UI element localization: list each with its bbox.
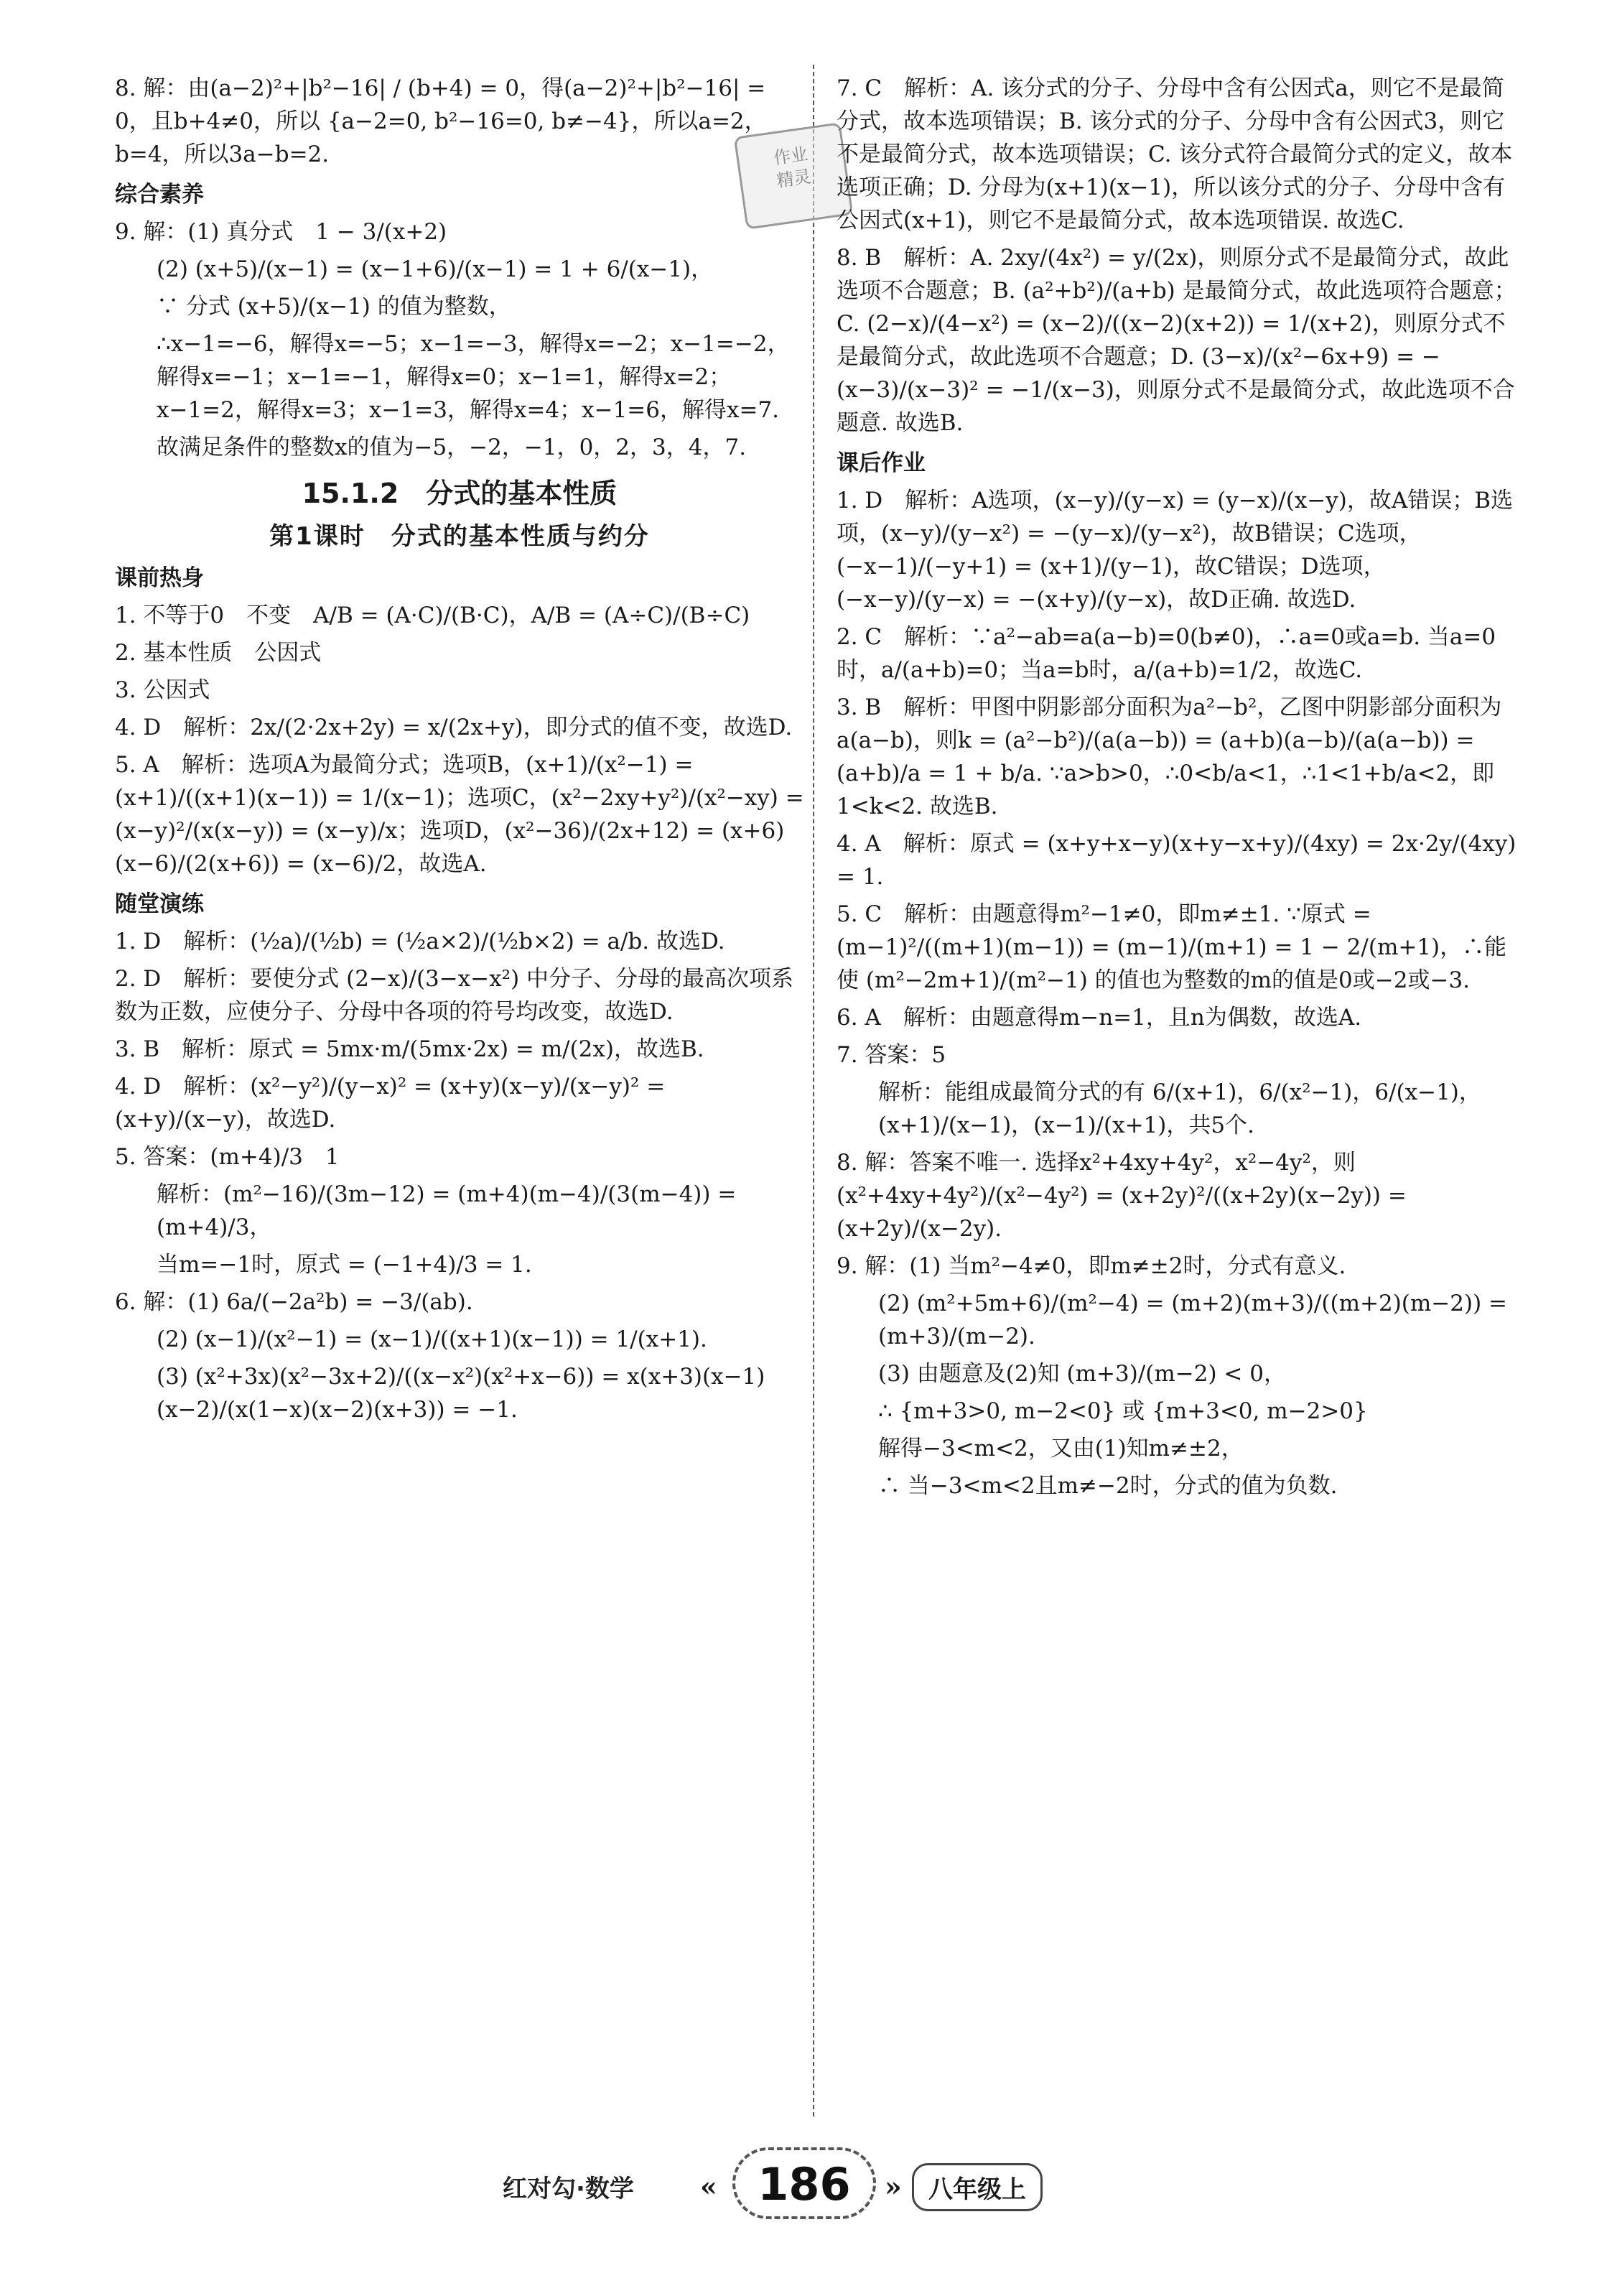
homework-9-4: ∴ {m+3>0, m−2<0} 或 {m+3<0, m−2>0}: [878, 1398, 1368, 1424]
practice-6-1: 6. 解：(1) 6a/(−2a²b) = −3/(ab).: [115, 1289, 473, 1315]
answer-q9-3: ∵ 分式 (x+5)/(x−1) 的值为整数，: [157, 294, 511, 320]
practice-5-analysis: 解析：(m²−16)/(3m−12) = (m+4)(m−4)/(3(m−4)) = (m+4)/3，: [157, 1181, 737, 1240]
warmup-5: 5. A 解析：选项A为最简分式；选项B，(x+1)/(x²−1) = (x+1)/((x+1)(x−1)) = 1/(x−1)；选项C，(x²−2xy+y²)/(x²−xy) = (x−y)²/(x(x−y)) = (x−y)/x；选项D，(x²−36)/(2x+12) = (x+6)(x−6)/(2(x+6)) = (x−6)/2，故选A.: [115, 752, 804, 877]
homework-9-6: ∴ 当−3<m<2且m≠−2时，分式的值为负数.: [878, 1473, 1338, 1499]
homework-6: 6. A 解析：由题意得m−n=1，且n为偶数，故选A.: [837, 1005, 1362, 1031]
footer-separator-right: »: [885, 2170, 902, 2203]
answer-q9-1: 9. 解：(1) 真分式 1 − 3/(x+2): [115, 219, 447, 245]
right-column: [837, 72, 1526, 1507]
practice-6-2: (2) (x−1)/(x²−1) = (x−1)/((x+1)(x−1)) = 1/(x+1).: [157, 1326, 707, 1352]
practice-3: 3. B 解析：原式 = 5mx·m/(5mx·2x) = m/(2x)，故选B.: [115, 1036, 704, 1062]
homework-3: 3. B 解析：甲图中阴影部分面积为a²−b²，乙图中阴影部分面积为a(a−b)，则k = (a²−b²)/(a(a−b)) = (a+b)(a−b)/(a(a−b)) = (a+b)/a = 1 + b/a. ∵a>b>0，∴0<b/a<1，∴1<1+b/a<2，即1<k<2. 故选B.: [837, 694, 1502, 819]
practice-5-result: 当m=−1时，原式 = (−1+4)/3 = 1.: [157, 1252, 532, 1278]
section-heading-khzy: 课后作业: [837, 450, 926, 476]
warmup-4: 4. D 解析：2x/(2·2x+2y) = x/(2x+y)，即分式的值不变，故选D.: [115, 715, 793, 740]
page-footer: [0, 2147, 1612, 2226]
footer-separator-left: «: [700, 2170, 717, 2203]
page-number: 186: [732, 2147, 876, 2219]
homework-5: 5. C 解析：由题意得m²−1≠0，即m≠±1. ∵原式 = (m−1)²/((m+1)(m−1)) = (m−1)/(m+1) = 1 − 2/(m+1)，∴能使 (m²−2m+1)/(m²−1) 的值也为整数的m的值是0或−2或−3.: [837, 901, 1507, 993]
homework-8: 8. 解：答案不唯一. 选择x²+4xy+4y²，x²−4y²，则 (x²+4xy+4y²)/(x²−4y²) = (x+2y)²/((x+2y)(x−2y)) = (x+2y)/(x−2y).: [837, 1150, 1407, 1242]
warmup-3: 3. 公因式: [115, 677, 210, 703]
practice-4: 4. D 解析：(x²−y²)/(y−x)² = (x+y)(x−y)/(x−y)² = (x+y)/(x−y)，故选D.: [115, 1074, 666, 1133]
practice-6-3: (3) (x²+3x)(x²−3x+2)/((x−x²)(x²+x−6)) = x(x+3)(x−1)(x−2)/(x(1−x)(x−2)(x+3)) = −1.: [157, 1364, 765, 1423]
warmup-1: 1. 不等于0 不变 A/B = (A·C)/(B·C)，A/B = (A÷C)/(B÷C): [115, 603, 750, 628]
book-brand: 红对勾·数学: [503, 2175, 634, 2203]
homework-7-answer: 7. 答案：5: [837, 1042, 946, 1068]
answer-q9-4: ∴x−1=−6，解得x=−5；x−1=−3，解得x=−2；x−1=−2，解得x=−1；x−1=−1，解得x=0；x−1=1，解得x=2；x−1=2，解得x=3；x−1=3，解得x=4；x−1=6，解得x=7.: [157, 331, 790, 423]
homework-9-2: (2) (m²+5m+6)/(m²−4) = (m+2)(m+3)/((m+2)(m−2)) = (m+3)/(m−2).: [878, 1291, 1507, 1349]
homework-9-1: 9. 解：(1) 当m²−4≠0，即m≠±2时，分式有意义.: [837, 1253, 1346, 1279]
homework-1: 1. D 解析：A选项，(x−y)/(y−x) = (y−x)/(x−y)，故A错误；B选项，(x−y)/(y−x²) = −(y−x)/(y−x²)，故B错误；C选项，(−x−1)/(−y+1) = (x+1)/(y−1)，故C错误；D选项，(−x−y)/(y−x) = −(x+y)/(y−x)，故D正确. 故选D.: [837, 488, 1514, 613]
section-heading-zonghe: 综合素养: [115, 182, 204, 208]
homework-9-3: (3) 由题意及(2)知 (m+3)/(m−2) < 0，: [878, 1361, 1286, 1387]
homework-9-5: 解得−3<m<2，又由(1)知m≠±2，: [878, 1436, 1244, 1461]
practice-1: 1. D 解析：(½a)/(½b) = (½a×2)/(½b×2) = a/b. 故选D.: [115, 929, 725, 954]
section-heading-stly: 随堂演练: [115, 891, 204, 917]
lesson-title: 第1课时 分式的基本性质与约分: [269, 522, 650, 551]
answer-r8: 8. B 解析：A. 2xy/(4x²) = y/(2x)，则原分式不是最简分式，故此选项不合题意；B. (a²+b²)/(a+b) 是最简分式，故此选项符合题意；C. (2−x)/(4−x²) = (x−2)/((x−2)(x+2)) = 1/(x+2)，则原分式不是最简分式，故此选项不合题意；D. (3−x)/(x²−6x+9) = −(x−3)/(x−3)² = −1/(x−3)，则原分式不是最简分式，故此选项不合题意. 故选B.: [837, 245, 1517, 436]
practice-2: 2. D 解析：要使分式 (2−x)/(3−x−x²) 中分子、分母的最高次项系数为正数，应使分子、分母中各项的符号均改变，故选D.: [115, 966, 794, 1025]
grade-badge: 八年级上: [912, 2163, 1043, 2211]
answer-r7: 7. C 解析：A. 该分式的分子、分母中含有公因式a，则它不是最简分式，故本选项错误；B. 该分式的分子、分母中含有公因式3，则它不是最简分式，故本选项错误；C. 该分式符合最简分式的定义，故本选项正确；D. 分母为(x+1)(x−1)，所以该分式的分子、分母中含有公因式(x+1)，则它不是最简分式，故本选项错误. 故选C.: [837, 75, 1513, 233]
homework-7-analysis: 解析：能组成最简分式的有 6/(x+1)，6/(x²−1)，6/(x−1)，(x+1)/(x−1)，(x−1)/(x+1)，共5个.: [878, 1079, 1481, 1138]
stamp-line-2: 精灵: [775, 166, 813, 192]
left-column: [115, 72, 804, 1431]
practice-5-answer: 5. 答案：(m+4)/3 1: [115, 1144, 340, 1170]
stamp-line-1: 作业: [772, 144, 809, 169]
warmup-2: 2. 基本性质 公因式: [115, 640, 322, 666]
section-title: 15.1.2 分式的基本性质: [302, 478, 618, 509]
column-divider: [813, 65, 814, 2116]
homework-4: 4. A 解析：原式 = (x+y+x−y)(x+y−x+y)/(4xy) = 2x·2y/(4xy) = 1.: [837, 831, 1517, 890]
section-heading-kqrs: 课前热身: [115, 565, 204, 591]
answer-q8: 8. 解：由(a−2)²+|b²−16| / (b+4) = 0，得(a−2)²+|b²−16| = 0，且b+4≠0，所以 {a−2=0, b²−16=0, b≠−4}，所以a=2，b=4，所以3a−b=2.: [115, 75, 767, 167]
homework-2: 2. C 解析：∵a²−ab=a(a−b)=0(b≠0)，∴a=0或a=b. 当a=0时，a/(a+b)=0；当a=b时，a/(a+b)=1/2，故选C.: [837, 624, 1496, 683]
answer-q9-5: 故满足条件的整数x的值为−5，−2，−1，0，2，3，4，7.: [157, 434, 747, 460]
answer-q9-2: (2) (x+5)/(x−1) = (x−1+6)/(x−1) = 1 + 6/(x−1)，: [157, 256, 714, 282]
